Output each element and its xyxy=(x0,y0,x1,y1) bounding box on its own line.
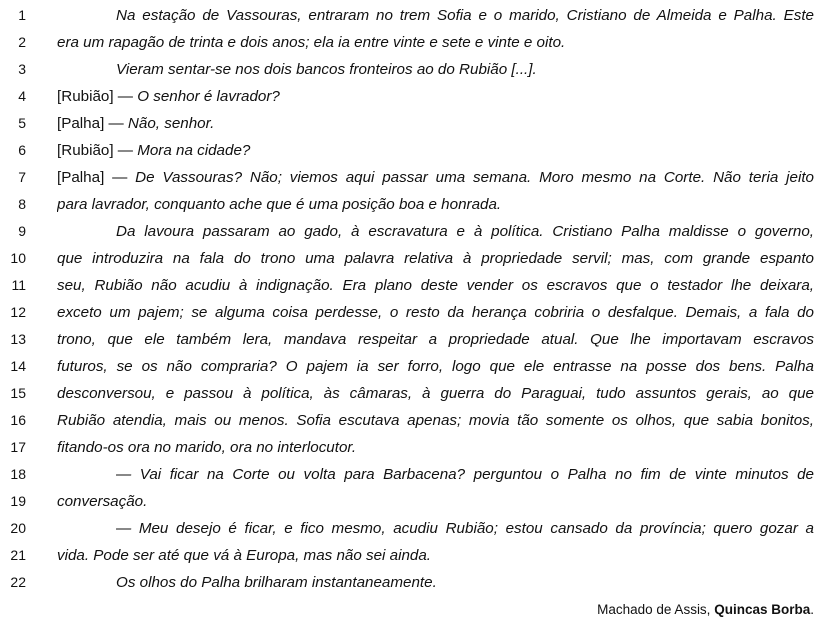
text-line xyxy=(0,137,831,164)
line-number: 19 xyxy=(10,493,26,509)
text-line xyxy=(0,407,831,434)
line-text xyxy=(57,542,814,569)
line-number: 4 xyxy=(18,88,26,104)
narrative-text: que introduzira na fala do trono uma palavra relativa à propriedade servil; mas, com grande espanto xyxy=(57,250,814,267)
text-line xyxy=(0,110,831,137)
line-text xyxy=(116,56,814,83)
attribution-author: Machado de Assis, xyxy=(597,602,715,617)
text-line xyxy=(0,461,831,488)
speaker-tag: [Rubião] — xyxy=(57,142,138,159)
narrative-text: Da lavoura passaram ao gado, à escravatura e à política. Cristiano Palha maldisse o governo, xyxy=(116,223,814,240)
line-number: 6 xyxy=(18,142,26,158)
text-line xyxy=(0,380,831,407)
line-number: 21 xyxy=(10,547,26,563)
attribution-book-title: Quincas Borba xyxy=(714,602,811,617)
line-text xyxy=(57,434,814,461)
line-text xyxy=(57,272,814,299)
line-number: 7 xyxy=(18,169,26,185)
speech-text: Mora na cidade? xyxy=(137,142,251,159)
line-number: 22 xyxy=(10,574,26,590)
speaker-tag: [Rubião] — xyxy=(57,88,138,105)
line-number: 11 xyxy=(11,277,26,293)
speech-text: De Vassouras? Não; viemos aqui passar uma semana. Moro mesmo na Corte. Não teria jeito xyxy=(135,169,814,186)
line-number: 3 xyxy=(18,61,26,77)
line-text xyxy=(57,407,814,434)
narrative-text: desconversou, e passou à política, às câmaras, à guerra do Paraguai, tudo assuntos gerais, ao que xyxy=(57,385,814,402)
line-text xyxy=(57,488,814,515)
line-text xyxy=(57,353,814,380)
line-text xyxy=(57,380,814,407)
attribution-end: . xyxy=(810,602,814,617)
speaker-tag: [Palha] — xyxy=(57,169,136,186)
line-text xyxy=(116,2,814,29)
narrative-text: exceto um pajem; se alguma coisa perdesse, o resto da herança cobriria o desfalque. Demais, a fala do xyxy=(57,304,814,321)
line-number: 10 xyxy=(10,250,26,266)
narrative-text: fitando-os ora no marido, ora no interlocutor. xyxy=(57,439,357,456)
text-line xyxy=(0,272,831,299)
text-line xyxy=(0,2,831,29)
line-number: 13 xyxy=(10,331,26,347)
text-line xyxy=(0,218,831,245)
line-text xyxy=(57,299,814,326)
line-text xyxy=(57,245,814,272)
text-line xyxy=(0,542,831,569)
speech-text: Não, senhor. xyxy=(127,115,215,132)
narrative-text: — Vai ficar na Corte ou volta para Barbacena? perguntou o Palha no fim de vinte minutos de xyxy=(116,466,814,483)
line-text xyxy=(57,326,814,353)
line-number: 2 xyxy=(18,34,26,50)
speech-text: O senhor é lavrador? xyxy=(137,88,280,105)
line-text xyxy=(116,461,814,488)
line-text xyxy=(116,515,814,542)
text-line xyxy=(0,83,831,110)
line-text xyxy=(57,83,814,110)
line-number: 15 xyxy=(10,385,26,401)
narrative-text: trono, que ele também lera, mandava respeitar a propriedade atual. Que lhe importavam escravos xyxy=(57,331,814,348)
text-lines xyxy=(0,2,831,596)
line-number: 5 xyxy=(18,115,26,131)
line-text xyxy=(116,218,814,245)
text-line xyxy=(0,353,831,380)
attribution xyxy=(597,602,814,617)
text-line xyxy=(0,56,831,83)
line-text xyxy=(57,191,814,218)
line-text xyxy=(57,110,814,137)
narrative-text: Na estação de Vassouras, entraram no trem Sofia e o marido, Cristiano de Almeida e Palha. Este xyxy=(116,7,814,24)
narrative-text: seu, Rubião não acudiu à indignação. Era plano deste vender os escravos que o testador lhe deixara, xyxy=(57,277,814,294)
line-number: 17 xyxy=(10,439,26,455)
line-text xyxy=(57,164,814,191)
narrative-text: para lavrador, conquanto ache que é uma posição boa e honrada. xyxy=(57,196,502,213)
text-line xyxy=(0,515,831,542)
text-line xyxy=(0,434,831,461)
line-number: 20 xyxy=(10,520,26,536)
line-number: 1 xyxy=(18,7,26,23)
line-text xyxy=(57,29,814,56)
line-number: 8 xyxy=(18,196,26,212)
line-number: 12 xyxy=(10,304,26,320)
text-line xyxy=(0,164,831,191)
line-number: 16 xyxy=(10,412,26,428)
line-number: 14 xyxy=(10,358,26,374)
text-line xyxy=(0,326,831,353)
narrative-text: — Meu desejo é ficar, e fico mesmo, acudiu Rubião; estou cansado da província; quero gozar a xyxy=(116,520,814,537)
speaker-tag: [Palha] — xyxy=(57,115,128,132)
narrative-text: Vieram sentar-se nos dois bancos fronteiros ao do Rubião [...]. xyxy=(116,61,537,78)
narrative-text: Rubião atendia, mais ou menos. Sofia escutava apenas; movia tão somente os olhos, que sabia bonitos, xyxy=(57,412,814,429)
narrative-text: vida. Pode ser até que vá à Europa, mas não sei ainda. xyxy=(57,547,432,564)
narrative-text: Os olhos do Palha brilharam instantaneamente. xyxy=(116,574,437,591)
text-line xyxy=(0,29,831,56)
text-line xyxy=(0,191,831,218)
narrative-text: conversação. xyxy=(57,493,148,510)
text-line xyxy=(0,245,831,272)
text-line xyxy=(0,488,831,515)
text-line xyxy=(0,569,831,596)
line-number: 9 xyxy=(18,223,26,239)
line-text xyxy=(57,137,814,164)
text-line xyxy=(0,299,831,326)
narrative-text: era um rapagão de trinta e dois anos; ela ia entre vinte e sete e vinte e oito. xyxy=(57,34,566,51)
narrative-text: futuros, se os não compraria? O pajem ia ser forro, logo que ele entrasse na posse dos bens. Palha xyxy=(57,358,814,375)
line-text xyxy=(116,569,814,596)
line-number: 18 xyxy=(10,466,26,482)
